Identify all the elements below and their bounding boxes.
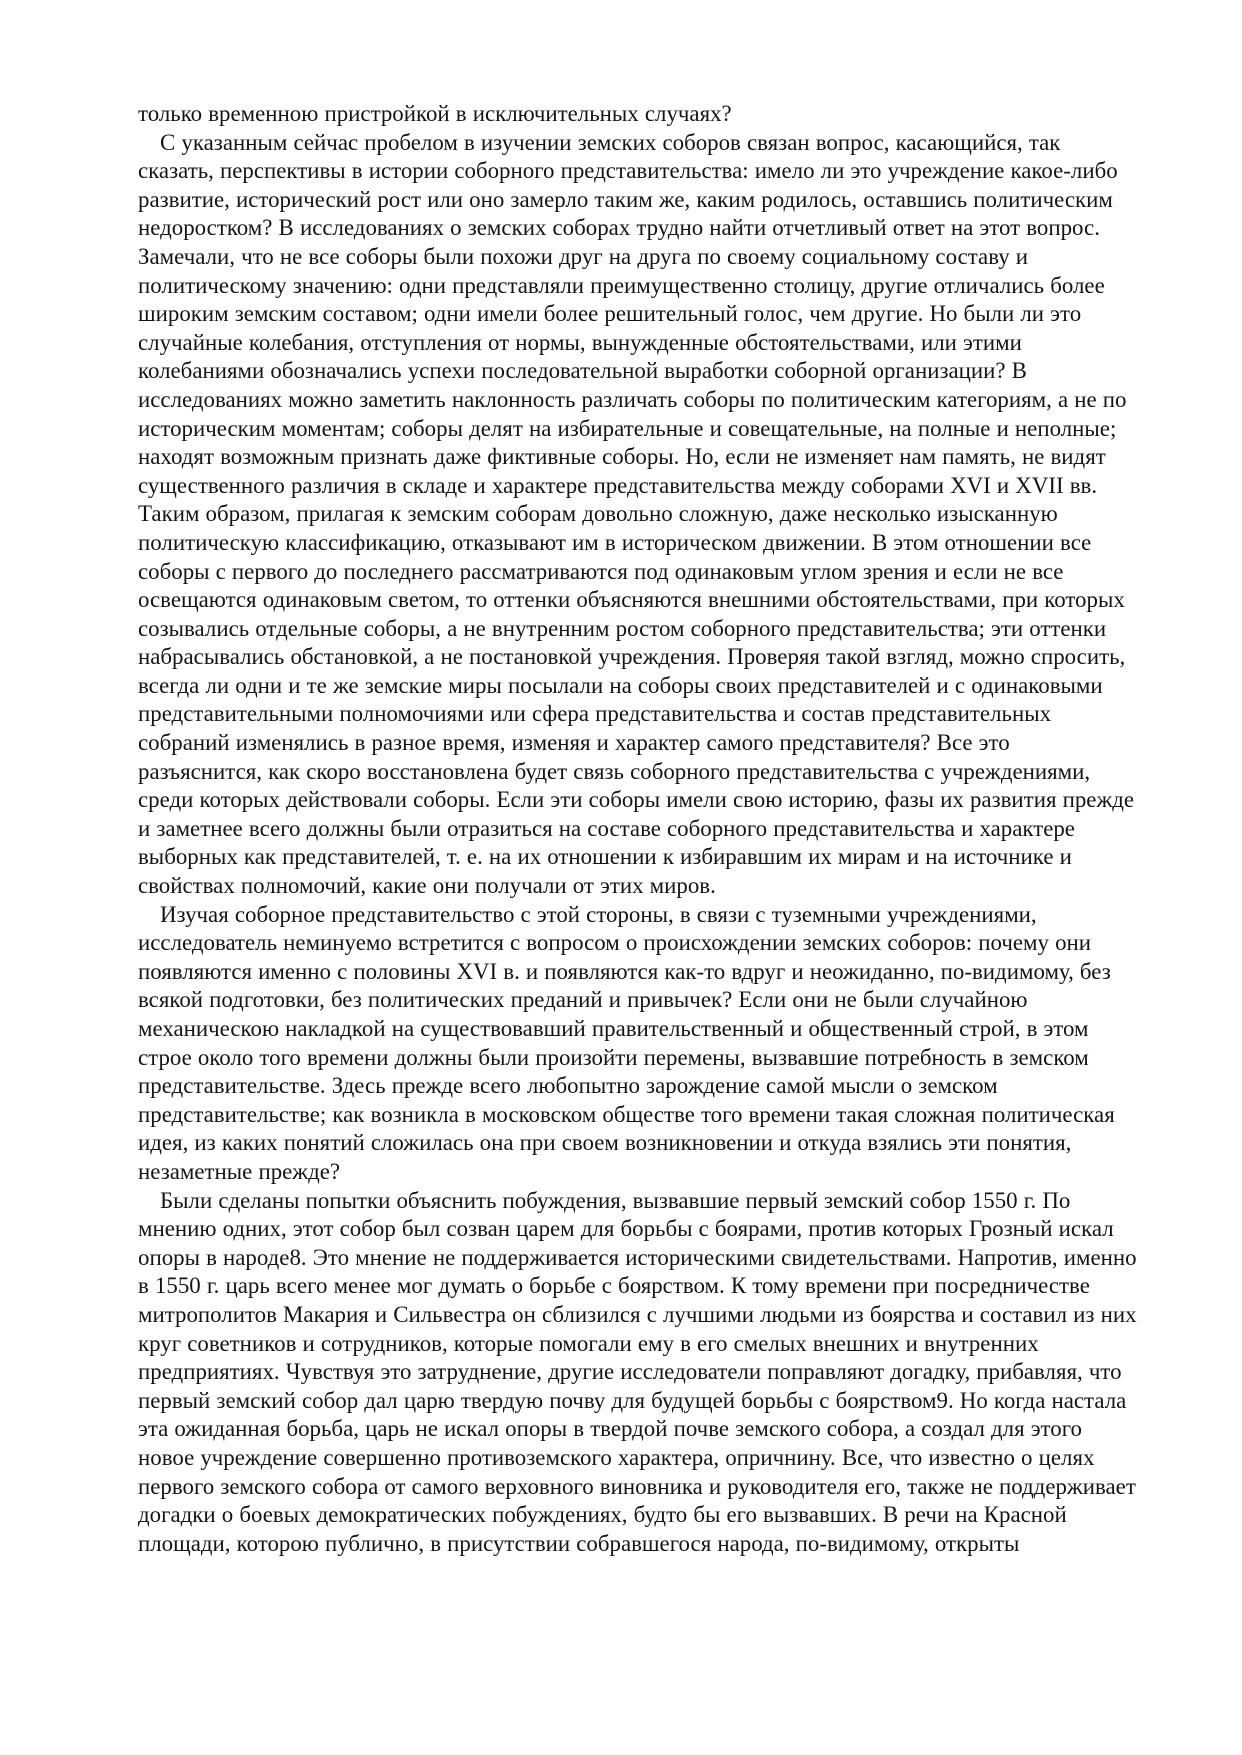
paragraph: С указанным сейчас пробелом в изучении земских соборов связан вопрос, касающийся, так сказать, перспективы в истории соборного представительства: имело ли это учреждение какое-либо развитие, исторический рост или оно замерло таким же, каким родилось, оставшись политическим недоростком? В исследованиях о земских соборах трудно найти отчетливый ответ на этот вопрос. Замечали, что не все соборы были похожи друг на друга по своему социальному составу и политическому значению: одни представляли преимущественно столицу, другие отличались более широким земским составом; одни имели более решительный голос, чем другие. Но были ли это случайные колебания, отступления от нормы, вынужденные обстоятельствами, или этими колебаниями обозначались успехи последовательной выработки соборной организации? В исследованиях можно заметить наклонность различать соборы по политическим категориям, а не по историческим моментам; соборы делят на избирательные и совещательные, на полные и неполные; находят возможным признать даже фиктивные соборы. Но, если не изменяет нам память, не видят существенного различия в складе и характере представительства между соборами XVI и XVII вв. Таким образом, прилагая к земским соборам довольно сложную, даже несколько изысканную политическую классификацию, отказывают им в историческом движении. В этом отношении все соборы с первого до последнего рассматриваются под одинаковым углом зрения и если не все освещаются одинаковым светом, то оттенки объясняются внешними обстоятельствами, при которых созывались отдельные соборы, а не внутренним ростом соборного представительства; эти оттенки набрасывались обстановкой, а не постановкой учреждения. Проверяя такой взгляд, можно спросить, всегда ли одни и те же земские миры посылали на соборы своих представителей и с одинаковыми представительными полномочиями или сфера представительства и состав представительных собраний изменялись в разное время, изменяя и характер самого представителя? Все это разъяснится, как скоро восстановлена будет связь соборного представительства с учреждениями, среди которых действовали соборы. Если эти соборы имели свою историю, фазы их развития прежде и заметнее всего должны были отразиться на составе соборного представительства и характере выборных как представителей, т. е. на их отношении к избиравшим их мирам и на источнике и свойствах полномочий, какие они получали от этих миров.: [138, 129, 1135, 899]
document-page: [138, 100, 1138, 1558]
paragraph-continuation: только временною пристройкой в исключительных случаях?: [138, 101, 732, 126]
paragraph: Были сделаны попытки объяснить побуждения, вызвавшие первый земский собор 1550 г. По мнению одних, этот собор был созван царем для борьбы с боярами, против которых Грозный искал опоры в народе8. Это мнение не поддерживается историческими свидетельствами. Напротив, именно в 1550 г. царь всего менее мог думать о борьбе с боярством. К тому времени при посредничестве митрополитов Макария и Сильвестра он сблизился с лучшими людьми из боярства и составил из них круг советников и сотрудников, которые помогали ему в его смелых внешних и внутренних предприятиях. Чувствуя это затруднение, другие исследователи поправляют догадку, прибавляя, что первый земский собор дал царю твердую почву для будущей борьбы с боярством9. Но когда настала эта ожиданная борьба, царь не искал опоры в твердой почве земского собора, а создал для этого новое учреждение совершенно противоземского характера, опричнину. Все, что известно о целях первого земского собора от самого верховного виновника и руководителя его, также не поддерживает догадки о боевых демократических побуждениях, будто бы его вызвавших. В речи на Красной площади, которою публично, в присутствии собравшегося народа, по-видимому, открыты: [138, 1187, 1137, 1556]
paragraph: Изучая соборное представительство с этой стороны, в связи с туземными учреждениями, исследователь неминуемо встретится с вопросом о происхождении земских соборов: почему они появляются именно с половины XVI в. и появляются как-то вдруг и неожиданно, по-видимому, без всякой подготовки, без политических преданий и привычек? Если они не были случайною механическою накладкой на существовавший правительственный и общественный строй, в этом строе около того времени должны были произойти перемены, вызвавшие потребность в земском представительстве. Здесь прежде всего любопытно зарождение самой мысли о земском представительстве; как возникла в московском обществе того времени такая сложная политическая идея, из каких понятий сложилась она при своем возникновении и откуда взялись эти понятия, незаметные прежде?: [138, 901, 1115, 1184]
